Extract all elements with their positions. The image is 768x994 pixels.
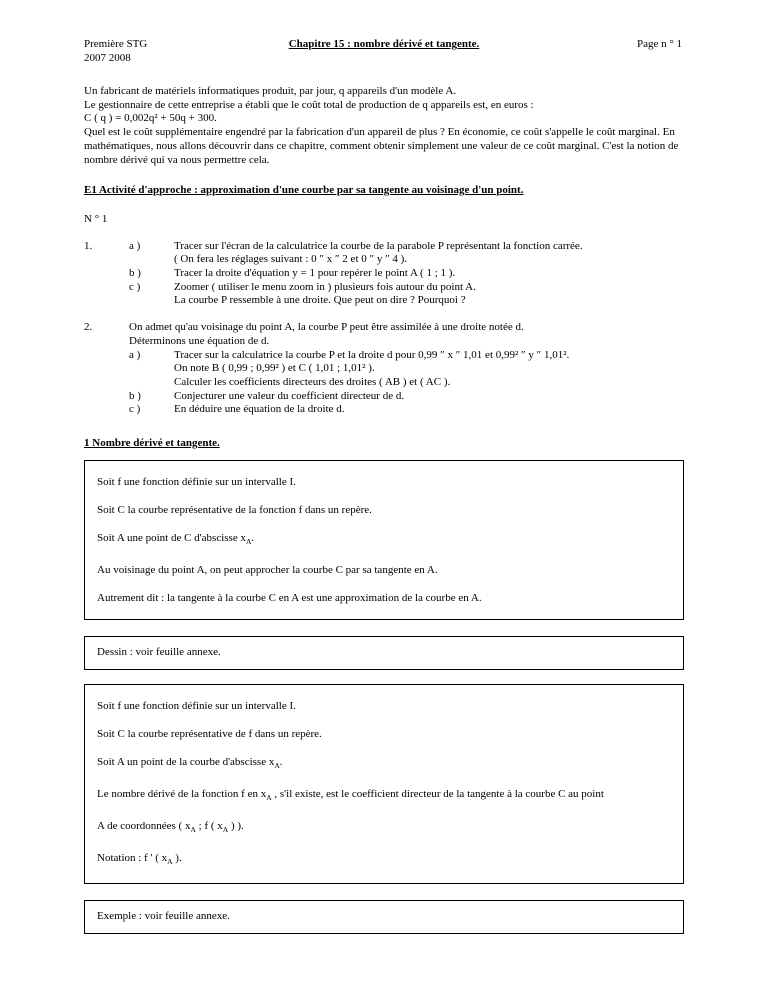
part-lines (174, 403, 684, 417)
question-1 (84, 240, 684, 309)
part-label: a ) (129, 239, 141, 252)
text-line: Soit C la courbe représentative de la fonction f dans un repère. (97, 503, 372, 516)
definition-box-nombre-derive (84, 684, 684, 885)
text-segment: Le nombre dérivé de la fonction f en x (97, 787, 267, 800)
exercise-number: N ° 1 (84, 212, 108, 225)
intro-line-2: Le gestionnaire de cette entreprise a établi que le coût total de production de q appareils est, en euros : (84, 98, 534, 111)
definition-box-tangente (84, 460, 684, 620)
text-segment: ) ). (228, 820, 244, 833)
part-2c (129, 403, 684, 417)
text-line: Tracer sur la calculatrice la courbe P et la droite d pour 0,99 ″ x ″ 1,01 et 0,99² ″ y ″ 1,01². (174, 348, 570, 361)
part-lines (174, 240, 684, 267)
question-2 (84, 321, 684, 417)
part-1b (129, 267, 684, 281)
intro-flow-text: Quel est le coût supplémentaire engendré par la fabrication d'un appareil de plus ? En économie, ce coût s'appelle le coût marginal. En mathématiques, nous allons découvrir dans ce chapitre, comment obtenir simplement une valeur de ce coût marginal. C'est la notion de nombre dérivé qui va nous permettre cela. (84, 126, 679, 166)
activity-heading: E1 Activité d'approche : approximation d'une courbe par sa tangente au voisinage d'un point. (84, 184, 524, 197)
part-2b (129, 390, 684, 404)
exemple-box (84, 900, 684, 934)
subscript-A: A (167, 857, 173, 867)
text-line (97, 524, 671, 556)
text-line: On note B ( 0,99 ; 0,99² ) et C ( 1,01 ; 1,01² ). (174, 362, 375, 375)
text-line (97, 812, 671, 844)
chapter-title: Chapitre 15 : nombre dérivé et tangente. (288, 38, 480, 50)
text-line: Tracer la droite d'équation y = 1 pour repérer le point A ( 1 ; 1 ). (174, 267, 456, 280)
intro-line-1: Un fabricant de matériels informatiques produit, par jour, q appareils d'un modèle A. (84, 85, 457, 97)
text-line: Calculer les coefficients directeurs des droites ( AB ) et ( AC ). (174, 375, 451, 388)
part-label: a ) (129, 348, 141, 361)
text-segment: Soit A une point de C d'abscisse x (97, 531, 246, 544)
text-line: Dessin : voir feuille annexe. (97, 645, 221, 658)
text-segment: . (279, 755, 283, 768)
text-line: Conjecturer une valeur du coefficient directeur de d. (174, 389, 405, 402)
subscript-A: A (245, 536, 252, 546)
subscript-A: A (190, 825, 196, 835)
part-lines (174, 281, 684, 308)
text-line (97, 748, 671, 780)
subscript-A: A (222, 825, 229, 835)
text-line: Autrement dit : la tangente à la courbe C en A est une approximation de la courbe en A. (97, 591, 482, 604)
part-2a (129, 349, 684, 390)
subscript-A: A (274, 760, 280, 770)
text-segment: ; f ( x (195, 820, 223, 833)
text-line: Soit C la courbe représentative de f dans un repère. (97, 727, 322, 740)
text-segment: ). (172, 852, 182, 865)
question-1-body (129, 240, 684, 309)
part-1c (129, 281, 684, 308)
cost-formula: C ( q ) = 0,002q² + 50q + 300. (84, 112, 217, 125)
text-line: Soit f une fonction définie sur un intervalle I. (97, 475, 296, 488)
text-line: ( On fera les réglages suivant : 0 ″ x ″ 2 et 0 ″ y ″ 4 ). (174, 253, 408, 266)
text-segment: A de coordonnées ( x (97, 820, 191, 833)
part-label: b ) (129, 389, 141, 402)
question-2-number: 2. (84, 321, 93, 334)
class-label: Première STG (84, 38, 148, 50)
text-segment: Soit A un point de la courbe d'abscisse x (97, 755, 275, 768)
text-line: Tracer sur l'écran de la calculatrice la courbe de la parabole P représentant la fonction carrée. (174, 239, 583, 252)
school-year: 2007 2008 (84, 51, 131, 64)
text-line: La courbe P ressemble à une droite. Que peut on dire ? Pourquoi ? (174, 294, 466, 307)
text-line: On admet qu'au voisinage du point A, la courbe P peut être assimilée à une droite notée d. (129, 321, 524, 334)
page-header (84, 38, 684, 66)
text-segment: . (251, 531, 255, 544)
question-2-body (129, 321, 684, 417)
text-line: Au voisinage du point A, on peut approcher la courbe C par sa tangente en A. (97, 563, 438, 576)
part-label: c ) (129, 280, 141, 293)
part-lines (174, 349, 684, 390)
section-1-heading: 1 Nombre dérivé et tangente. (84, 437, 220, 450)
text-line (97, 780, 671, 812)
text-line: Soit f une fonction définie sur un intervalle I. (97, 699, 296, 712)
text-line: Exemple : voir feuille annexe. (97, 910, 230, 923)
text-line (97, 844, 671, 876)
part-label: b ) (129, 267, 141, 280)
part-label: c ) (129, 403, 141, 416)
part-1a (129, 240, 684, 267)
part-lines (174, 390, 684, 404)
text-line: Zoomer ( utiliser le menu zoom in ) plusieurs fois autour du point A. (174, 280, 476, 293)
page-number: Page n ° 1 (636, 38, 682, 50)
text-line: Déterminons une équation de d. (129, 334, 270, 347)
text-segment: , s'il existe, est le coefficient directeur de la tangente à la courbe C au point (271, 787, 604, 800)
part-lines (174, 267, 684, 281)
text-segment: Notation : f ' ( x (97, 852, 168, 865)
subscript-A: A (266, 793, 272, 803)
text-line: En déduire une équation de la droite d. (174, 403, 345, 416)
intro-paragraph (84, 85, 684, 167)
dessin-box (84, 636, 684, 670)
question-1-number: 1. (84, 239, 93, 252)
